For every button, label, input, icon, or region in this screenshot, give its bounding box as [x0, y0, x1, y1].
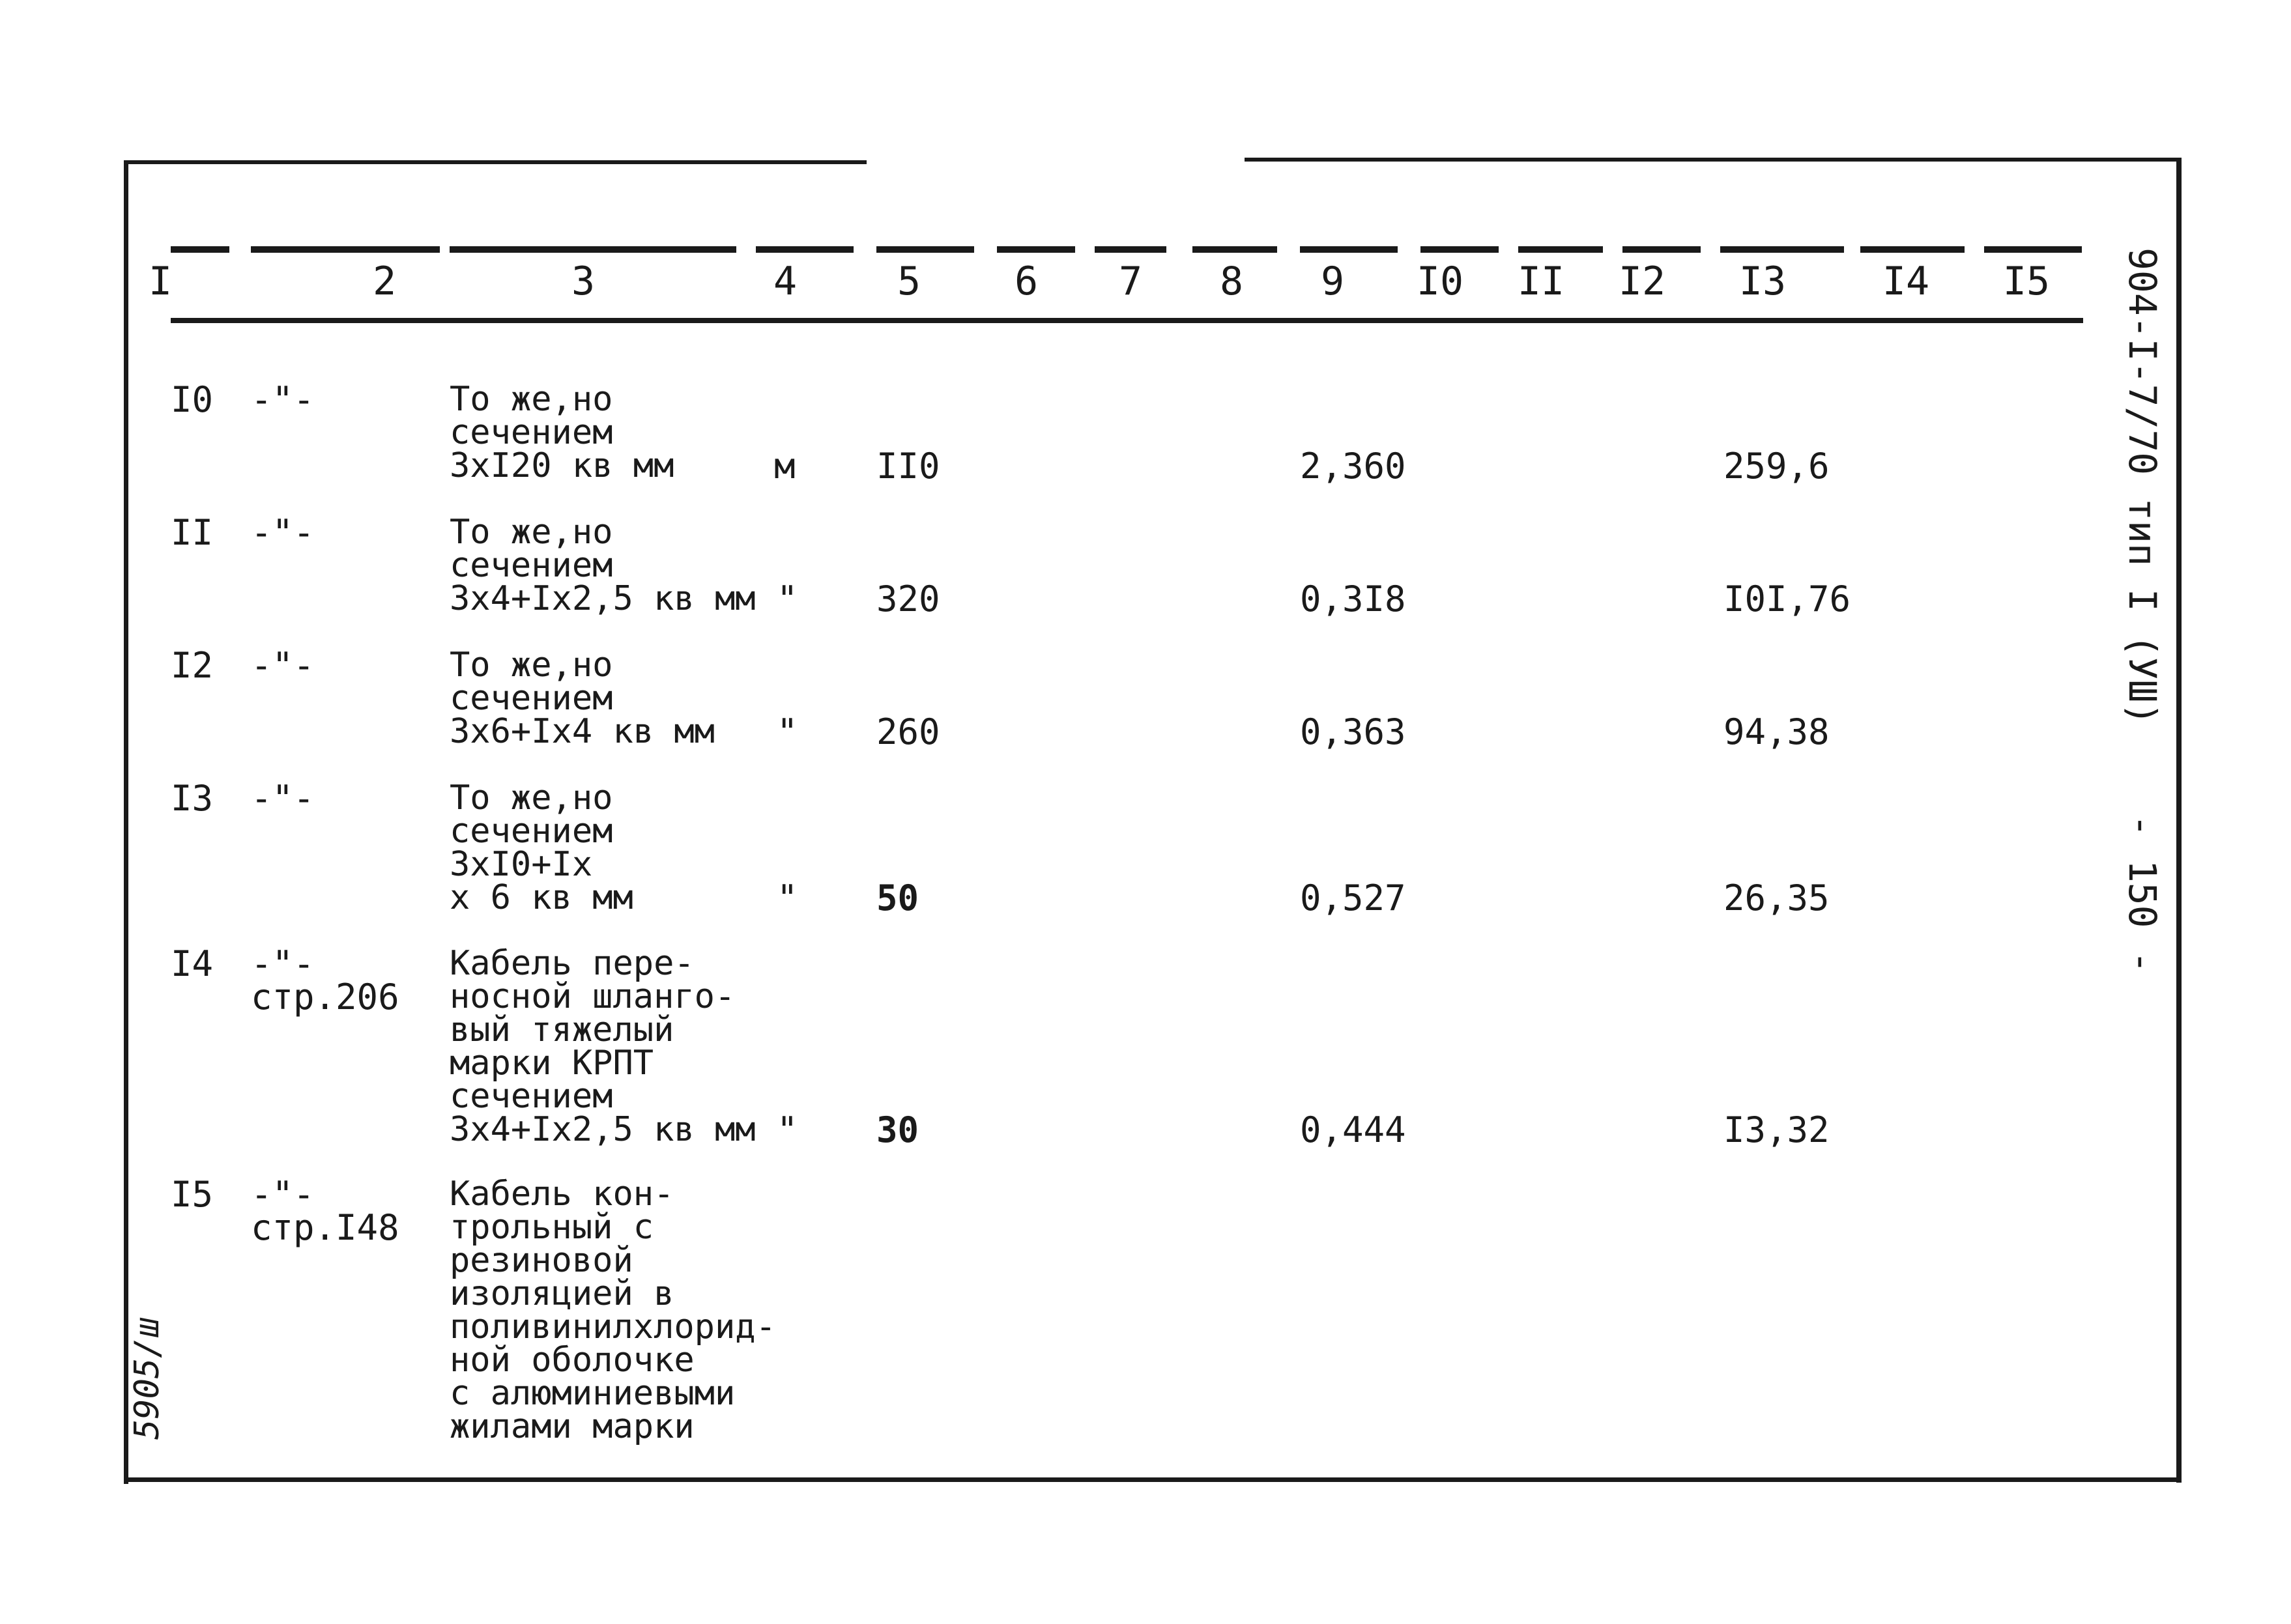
row-description-line: марки КРПТ [450, 1044, 654, 1083]
row-description-line: 3хI20 кв мм [450, 446, 674, 485]
row-description-line: поливинилхлорид- [450, 1307, 776, 1346]
row-quantity: II0 [876, 446, 940, 487]
col-14: I4 [1882, 259, 1930, 304]
col-8: 8 [1219, 259, 1244, 304]
row-reference-page: стр.206 [251, 976, 399, 1018]
row-total: 259,6 [1723, 446, 1830, 487]
row-reference-page: стр.I48 [251, 1207, 399, 1248]
row-description-line: ной оболочке [450, 1341, 695, 1380]
row-price: 0,3I8 [1300, 578, 1406, 620]
col-12: I2 [1618, 259, 1666, 304]
frame-bottom [124, 1477, 2182, 1482]
row-description-line: с алюминиевыми [450, 1374, 736, 1413]
col-7: 7 [1118, 259, 1143, 304]
row-description-line: 3х4+Iх2,5 кв мм [450, 1110, 756, 1149]
row-number: I5 [171, 1174, 214, 1215]
row-total: 26,35 [1723, 877, 1830, 919]
row-reference: -"- [251, 1174, 315, 1215]
row-number: I3 [171, 778, 214, 819]
row-description-line: То же,но [450, 513, 613, 552]
row-description-line: То же,но [450, 380, 613, 419]
row-number: I4 [171, 943, 214, 984]
col-5: 5 [897, 259, 921, 304]
row-quantity: 260 [876, 711, 940, 752]
col-3: 3 [571, 259, 596, 304]
row-total: I3,32 [1723, 1109, 1830, 1150]
row-price: 2,360 [1300, 446, 1406, 487]
row-description-line: вый тяжелый [450, 1010, 674, 1049]
frame-top-right [1245, 158, 2182, 162]
row-reference: -"- [251, 512, 315, 553]
frame-top-left [124, 160, 867, 164]
row-unit: м [774, 446, 796, 487]
row-description-line: 3хI0+Iх [450, 845, 593, 884]
row-number: I0 [171, 379, 214, 420]
row-unit: " [777, 877, 798, 919]
row-quantity: 50 [876, 877, 919, 919]
col-1: I [148, 259, 173, 304]
row-reference: -"- [251, 379, 315, 420]
row-quantity: 320 [876, 578, 940, 620]
row-description-line: х 6 кв мм [450, 878, 633, 917]
header-rule [171, 318, 2083, 323]
row-unit: " [777, 711, 798, 752]
col-6: 6 [1014, 259, 1039, 304]
col-13: I3 [1738, 259, 1787, 304]
row-description-line: сечением [450, 546, 613, 585]
frame-right [2176, 160, 2182, 1483]
row-description-line: То же,но [450, 778, 613, 818]
row-description-line: Кабель кон- [450, 1175, 674, 1214]
row-unit: " [777, 1109, 798, 1150]
row-price: 0,527 [1300, 877, 1406, 919]
row-description-line: 3х6+Iх4 кв мм [450, 712, 715, 751]
row-reference: -"- [251, 943, 315, 984]
row-description-line: Кабель пере- [450, 944, 695, 983]
row-description-line: носной шланго- [450, 977, 736, 1016]
page-number: - 150 - [2120, 814, 2165, 974]
col-2: 2 [372, 259, 397, 304]
frame-left [124, 162, 128, 1484]
row-price: 0,444 [1300, 1109, 1406, 1150]
row-total: I0I,76 [1723, 578, 1851, 620]
row-description-line: сечением [450, 413, 613, 452]
row-reference: -"- [251, 778, 315, 819]
row-price: 0,363 [1300, 711, 1406, 752]
row-reference: -"- [251, 645, 315, 686]
row-description-line: жилами марки [450, 1407, 695, 1446]
row-number: I2 [171, 645, 214, 686]
row-description-line: изоляцией в [450, 1274, 674, 1313]
row-description-line: сечением [450, 679, 613, 718]
row-description-line: резиновой [450, 1241, 633, 1280]
col-9: 9 [1320, 259, 1345, 304]
row-description-line: сечением [450, 1077, 613, 1116]
document-code: 904-I-7/70 тип I (УШ) [2120, 248, 2165, 726]
row-total: 94,38 [1723, 711, 1830, 752]
col-10: I0 [1416, 259, 1464, 304]
row-description-line: сечением [450, 812, 613, 851]
row-number: II [171, 512, 214, 553]
archive-number: 5905/ш [128, 1317, 167, 1440]
col-11: II [1517, 259, 1565, 304]
row-description-line: То же,но [450, 646, 613, 685]
row-quantity: 30 [876, 1109, 919, 1150]
col-4: 4 [773, 259, 798, 304]
row-description-line: трольный с [450, 1208, 654, 1247]
row-description-line: 3х4+Iх2,5 кв мм [450, 579, 756, 618]
col-15: I5 [2002, 259, 2051, 304]
row-unit: " [777, 578, 798, 620]
